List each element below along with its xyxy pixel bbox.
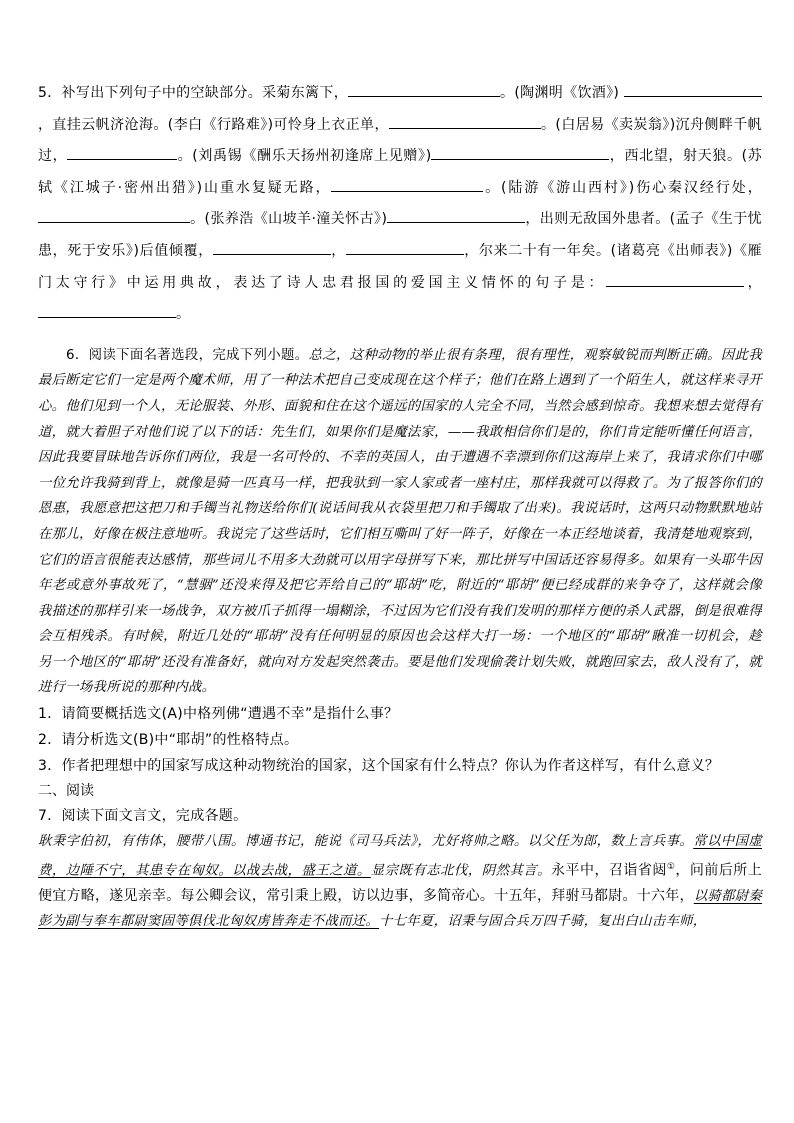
q5-text: 5．补写出下列句子中的空缺部分。采菊东篱下， [38,85,349,101]
answer-blank[interactable] [38,302,176,318]
passage-text: ，问前后所上便宜方略， [38,862,763,904]
answer-blank[interactable] [431,144,609,160]
answer-blank[interactable] [624,81,762,97]
question-6-3: 3．作者把理想中的国家写成这种动物统治的国家，这个国家有什么特点？你认为作者这样写，有什么意义？ [38,758,720,775]
question-6-heading: 6．阅读下面名著选段，完成下列小题。 [66,347,309,363]
passage-text: 永平中，召诣省闼 [551,862,667,879]
page-content [38,78,762,935]
classical-chinese-passage [38,829,762,935]
passage-text: 遂见亲幸。每公卿会议，常引秉上殿，访以边事，多简帝心。十五年，拜驸马都尉。十六年， [109,887,694,904]
q5-text: 。(陶渊明《饮酒》) [500,85,620,101]
passage-text: 十七年夏，诏秉与固合兵万四千骑，复出白山击车师， [379,914,707,930]
answer-blank[interactable] [606,271,744,287]
footnote-marker[interactable]: ① [666,861,676,872]
passage-text: 总之，这种动物的举止很有条理，很有理性，观察敏锐而判断正确。因此我最后断定它们一定是两个魔术师，用了一种法术把自己变成现在这个样子；他们在路上遇到了一个陌生人，就这样来寻开心。他们见到一个人，无论服装、外形、面貌和住在这个遥远的国家的人完全不同，当然会感到惊奇。我想来想去觉得有道，就大着胆子对他们说了以下的话：先生们，如果你们是魔法家，——我敢相信你们是的，你们肯定能听懂任何语言，因此我要冒昧地告诉你们两位，我是一名可怜的、不幸的英国人，由于遭遇不幸漂到你们这海岸上来了，我请求你们中哪一位允许我骑到背上，就像是骑一匹真马一样，把我驮到一家人家或者一座村庄，那样我就可以得救了。为了报答你们的恩惠，我愿意把这把刀和手镯当礼物送给你们(说话间我从衣袋里把刀和手镯取了出来)。我说话时，这两只动物默默地站在那儿，好像在极注意地听。我说完了这些话时，它们相互嘶叫了好一阵子，好像在一本正经地谈着，我清楚地观察到，它们的语言很能表达感情，那些词儿不用多大劲就可以用字母拼写下来，那比拼写中国话还容易得多。如果有一头耶牛因年老或意外事故死了，“慧骃”还没来得及把它弄给自己的“耶胡”吃，附近的“耶胡”便已经成群的来争夺了，这样就会像我描述的那样引来一场战争，双方被爪子抓得一塌糊涂，不过因为它们没有我们发明的那样方便的杀人武器，倒是很难得会互相残杀。有时候，附近几处的“耶胡”没有任何明显的原因也会这样大打一场：一个地区的“耶胡”瞅准一切机会，趁另一个地区的“耶胡”还没有准备好，就向对方发起突然袭击。要是他们发现偷袭计划失败，就跑回家去，敌人没有了，就进行一场我所说的那种内战。 [38,347,762,696]
question-6-2: 2．请分析选文(B)中“耶胡”的性格特点。 [38,732,299,749]
question-6-1: 1．请简要概括选文(A)中格列佛“遭遇不幸”是指什么事？ [38,706,399,723]
answer-blank[interactable] [38,207,190,223]
answer-blank[interactable] [346,239,464,255]
q5-text: ，出则无敌国外患者。(孟子《生于忧患，死于安乐》)后值倾覆， [38,211,762,259]
q5-text: ， [330,242,346,259]
q5-text: ，直挂云帆济沧海。(李白《行路难》)可怜身上衣正单， [38,116,389,133]
answer-blank[interactable] [67,144,177,160]
answer-blank[interactable] [389,113,541,129]
q5-text: 。(刘禹锡《酬乐天扬州初逢席上见赠》) [177,148,432,165]
q5-text: 。(张养浩《山坡羊·潼关怀古》) [190,211,388,228]
section-heading: 二、阅读 [38,783,94,800]
underlined-sentence: 常以中国虚费，边陲不宁，其患专在匈奴。以战去战，盛王之道。 [38,834,763,879]
q5-text: ，尔来二十有一年矣。(诸葛亮《出师表》)《雁门太守行》中运用典故，表达了诗人忠君报国的爱国主义情怀的句子是： [38,242,762,291]
answer-blank[interactable] [387,207,525,223]
q5-text: 。(白居易《卖炭翁》)沉舟侧畔千帆过， [38,116,762,165]
answer-blank[interactable] [331,176,483,192]
q5-text: 。 [176,306,191,323]
q5-text: ， [744,274,762,291]
passage-text: 显宗既有志北伐，阴然其言。 [370,863,552,879]
q5-text: ，西北望，射天狼。(苏轼《江城子·密州出猎》)山重水复疑无路， [38,148,762,196]
answer-blank[interactable] [348,81,500,97]
question-7-heading: 7．阅读下面文言文，完成各题。 [38,808,248,825]
passage-text: 耿秉字伯初，有伟体，腰带八围。博通书记，能说《司马兵法》，尤好将帅之略。以父任为郎，数上言兵事。 [38,834,694,850]
q5-text: 。(陆游《游山西村》)伤心秦汉经行处， [483,179,762,196]
answer-blank[interactable] [213,239,331,255]
question-6-passage [38,343,762,701]
underlined-sentence: 以骑都尉秦彭为副与奉车都尉窦固等俱伐北匈奴虏皆奔走不战而还。 [38,888,763,930]
question-5-fill-blanks [38,78,762,331]
